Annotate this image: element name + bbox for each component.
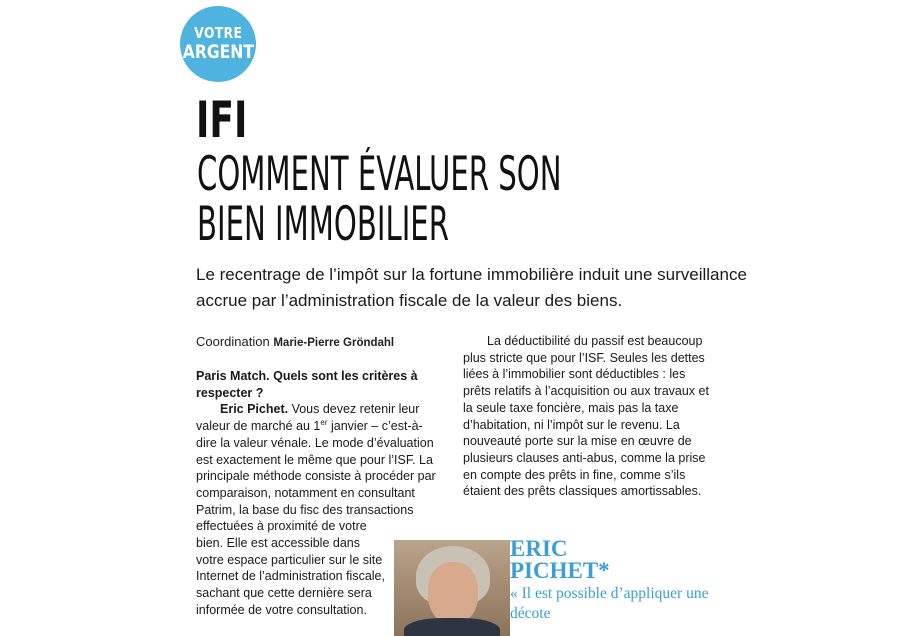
- badge-line-2: ARGENT: [182, 41, 254, 63]
- byline-label: Coordination: [196, 334, 270, 349]
- byline-name: Marie-Pierre Gröndahl: [273, 337, 395, 349]
- article-kicker: IFI: [196, 91, 248, 149]
- answer-text-b: janvier – c’est-à-dire la valeur vénale. Le mode d’évaluation est exactement le même que pour l’ISF. La principale méthode consiste à procéder par comparaison, notamment en consultant Patrim, la base du fisc des transactions effectuées à proximité de votre: [196, 419, 436, 534]
- badge-line-1: VOTRE: [193, 24, 243, 42]
- interview-answer: [196, 401, 442, 535]
- article-column-2: [463, 333, 713, 500]
- answer-speaker: Eric Pichet.: [220, 402, 289, 417]
- answer-continuation: bien. Elle est accessible dans votre espace particulier sur le site Internet de l’administration fiscale, sachant que cette dernière sera informée de votre consultation.: [196, 536, 385, 617]
- article-headline: [197, 147, 562, 252]
- pull-quote: [510, 538, 720, 624]
- portrait-photo: [394, 540, 510, 636]
- headline-line-1: COMMENT ÉVALUER SON: [197, 147, 562, 202]
- answer-text-a: Vous devez retenir leur valeur de marché au 1: [196, 402, 420, 434]
- column-2-text: La déductibilité du passif est beaucoup plus stricte que pour l’ISF. Seules les dettes liées à l’immobilier sont déductibles : les prêts relatifs à l’acquisition ou aux travaux et la seule taxe foncière, mais pas la taxe d’habitation, ni l’impôt sur le revenu. La nouveauté porte sur la mise en œuvre de plusieurs clauses anti-abus, comme la prise en compte des prêts in fine, comme s’ils étaient des prêts classiques amortissables.: [463, 334, 709, 499]
- headline-line-2: BIEN IMMOBILIER: [197, 197, 449, 252]
- article-standfirst: Le recentrage de l’impôt sur la fortune immobilière induit une surveillance accrue par l’administration fiscale de la valeur des biens.: [196, 265, 747, 310]
- pull-quote-text: « Il est possible d’appliquer une décote: [510, 585, 709, 622]
- pull-quote-name-1: ERIC: [510, 536, 568, 561]
- interview-question: Paris Match. Quels sont les critères à respecter ?: [196, 369, 418, 400]
- section-badge: [180, 6, 256, 82]
- byline: [196, 334, 394, 349]
- portrait-suit: [404, 618, 500, 636]
- answer-superscript: er: [320, 417, 328, 427]
- portrait-face: [428, 562, 478, 624]
- pull-quote-name-2: PICHET*: [510, 558, 610, 583]
